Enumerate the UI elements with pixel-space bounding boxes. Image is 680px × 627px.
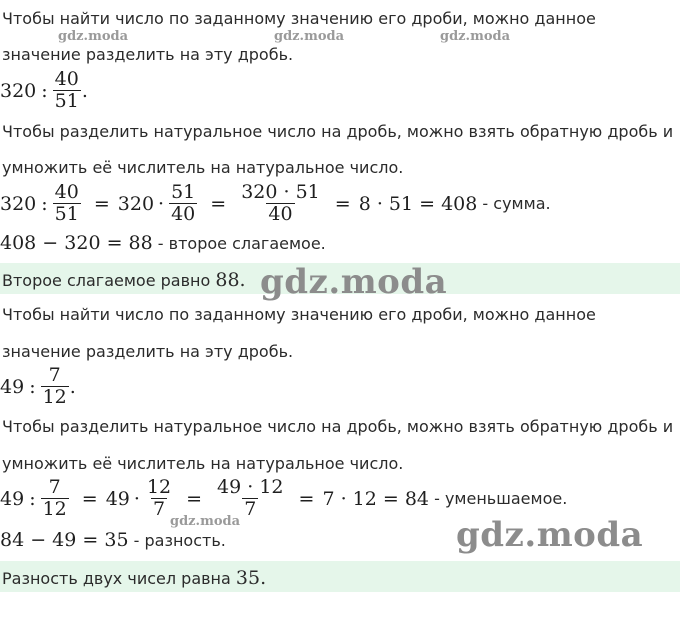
result-expression: 7 · 12 = 84 bbox=[322, 487, 430, 510]
result-expression: 8 · 51 = 408 bbox=[358, 192, 478, 215]
answer-label: Второе слагаемое равно bbox=[2, 271, 216, 290]
rule-text: значение разделить на эту дробь. bbox=[2, 342, 294, 361]
term: 320 bbox=[117, 192, 155, 215]
equals-sign: = bbox=[298, 487, 315, 510]
fraction bbox=[53, 70, 81, 111]
fraction bbox=[41, 366, 69, 407]
term: 49 bbox=[105, 487, 130, 510]
multiply-sign: · bbox=[133, 487, 140, 510]
calculation-line bbox=[0, 183, 551, 224]
denominator: 40 bbox=[268, 203, 293, 225]
denominator: 12 bbox=[42, 386, 67, 408]
fraction bbox=[239, 183, 322, 224]
fraction bbox=[41, 478, 69, 519]
period: . bbox=[69, 375, 76, 398]
numerator: 320 · 51 bbox=[241, 181, 320, 203]
answer-text bbox=[2, 269, 246, 291]
numerator: 51 bbox=[171, 181, 196, 203]
fraction bbox=[145, 478, 173, 519]
rule-text: умножить её числитель на натуральное число. bbox=[2, 454, 404, 473]
denominator: 7 bbox=[244, 498, 257, 520]
equals-sign: = bbox=[81, 487, 98, 510]
denominator: 12 bbox=[42, 498, 67, 520]
rule-text: умножить её числитель на натуральное число. bbox=[2, 158, 404, 177]
numerator: 7 bbox=[48, 476, 61, 498]
watermark: gdz.moda bbox=[274, 29, 345, 44]
watermark: gdz.moda bbox=[260, 262, 448, 302]
equals-sign: = bbox=[334, 192, 351, 215]
numerator: 7 bbox=[48, 364, 61, 386]
period: . bbox=[260, 567, 267, 589]
numerator: 49 · 12 bbox=[217, 476, 284, 498]
result-label: - сумма. bbox=[477, 194, 551, 213]
dividend: 49 bbox=[0, 375, 25, 398]
equals-sign: = bbox=[93, 192, 110, 215]
division-expression bbox=[0, 70, 88, 111]
result-label: - уменьшаемое. bbox=[429, 489, 568, 508]
subtraction-line bbox=[0, 529, 226, 551]
fraction bbox=[215, 478, 285, 519]
subtraction-expression: 84 − 49 = 35 bbox=[0, 529, 129, 551]
multiply-sign: · bbox=[158, 192, 165, 215]
operator: : bbox=[29, 375, 36, 398]
period: . bbox=[239, 269, 246, 291]
equals-sign: = bbox=[186, 487, 203, 510]
watermark: gdz.moda bbox=[440, 29, 511, 44]
rule-text: значение разделить на эту дробь. bbox=[2, 45, 294, 64]
watermark: gdz.moda bbox=[58, 29, 129, 44]
result-label: - разность. bbox=[128, 530, 226, 550]
numerator: 40 bbox=[54, 68, 79, 90]
operator: : bbox=[29, 487, 36, 510]
numerator: 12 bbox=[146, 476, 172, 498]
denominator: 40 bbox=[171, 203, 196, 225]
answer-text bbox=[2, 567, 266, 589]
fraction bbox=[53, 183, 81, 224]
fraction bbox=[169, 183, 197, 224]
term: 49 bbox=[0, 487, 25, 510]
answer-value: 35 bbox=[235, 567, 261, 589]
subtraction-line bbox=[0, 232, 326, 254]
answer-value: 88 bbox=[215, 269, 240, 291]
denominator: 7 bbox=[152, 498, 166, 520]
term: 320 bbox=[0, 192, 37, 215]
answer-band bbox=[0, 561, 680, 592]
denominator: 51 bbox=[54, 203, 79, 225]
rule-text: Чтобы разделить натуральное число на дробь, можно взять обратную дробь и bbox=[2, 417, 674, 436]
operator: : bbox=[41, 192, 48, 215]
rule-text: Чтобы разделить натуральное число на дробь, можно взять обратную дробь и bbox=[2, 122, 674, 141]
numerator: 40 bbox=[54, 181, 79, 203]
dividend: 320 bbox=[0, 79, 37, 102]
period: . bbox=[81, 79, 88, 102]
result-label: - второе слагаемое. bbox=[152, 233, 326, 253]
rule-text: Чтобы найти число по заданному значению его дроби, можно данное bbox=[2, 305, 596, 324]
subtraction-expression: 408 − 320 = 88 bbox=[0, 232, 153, 254]
operator: : bbox=[41, 79, 48, 102]
watermark: gdz.moda bbox=[456, 515, 644, 555]
division-expression bbox=[0, 366, 76, 407]
denominator: 51 bbox=[54, 90, 79, 112]
answer-label: Разность двух чисел равна bbox=[2, 569, 236, 588]
calculation-line bbox=[0, 478, 567, 519]
watermark: gdz.moda bbox=[170, 514, 241, 529]
equals-sign: = bbox=[210, 192, 227, 215]
rule-text: Чтобы найти число по заданному значению его дроби, можно данное bbox=[2, 9, 596, 28]
